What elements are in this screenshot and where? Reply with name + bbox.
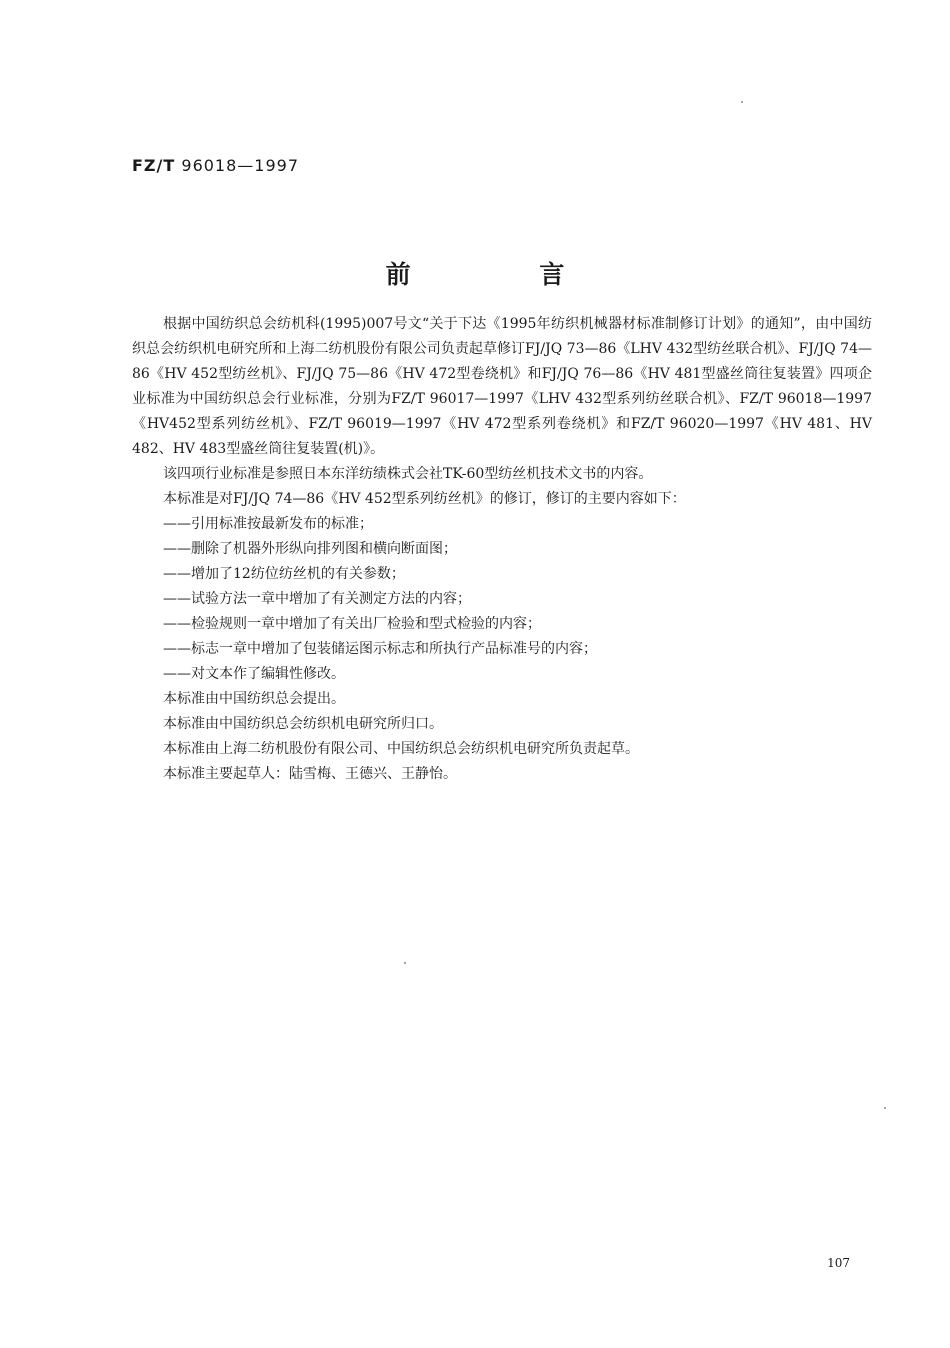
paragraph-drafters: 本标准主要起草人：陆雪梅、王德兴、王静怡。 <box>163 766 457 782</box>
standard-code <box>132 156 299 175</box>
revision-item: ——引用标准按最新发布的标准； <box>163 516 373 532</box>
revision-item: ——检验规则一章中增加了有关出厂检验和型式检验的内容； <box>163 616 541 632</box>
paragraph-revision-intro: 本标准是对FJ/JQ 74—86《HV 452型系列纺丝机》的修订，修订的主要内容如下： <box>163 491 686 507</box>
paragraph-proposer: 本标准由中国纺织总会提出。 <box>163 691 345 707</box>
revision-item: ——删除了机器外形纵向排列图和横向断面图； <box>163 541 457 557</box>
paragraph-reference: 该四项行业标准是参照日本东洋纺绩株式会社TK-60型纺丝机技术文书的内容。 <box>163 466 653 482</box>
page-number: 107 <box>827 1256 850 1270</box>
standard-code-prefix: FZ/T <box>132 156 176 175</box>
scan-speck <box>884 1107 886 1109</box>
page-title: 前 言 <box>385 260 625 289</box>
standard-code-number: 96018—1997 <box>181 156 300 175</box>
revision-item: ——增加了12纺位纺丝机的有关参数； <box>163 566 405 582</box>
paragraph-background: 根据中国纺织总会纺机科(1995)007号文“关于下达《1995年纺织机械器材标准制修订计划》的通知”，由中国纺织总会纺织机电研究所和上海二纺机股份有限公司负责起草修订FJ/JQ 73—86《LHV 432型纺丝联合机》、FJ/JQ 74—86《HV 452型纺丝机》、FJ/JQ 75—86《HV 472型卷绕机》和FJ/JQ 76—86《HV 481型盛丝筒往复装置》四项企业标准为中国纺织总会行业标准，分别为FZ/T 96017—1997《LHV 432型系列纺丝联合机》、FZ/T 96018—1997《HV452型系列纺丝机》、FZ/T 96019—1997《HV 472型系列卷绕机》和FZ/T 96020—1997《HV 481、HV 482、HV 483型盛丝筒往复装置(机)》。 <box>132 316 872 457</box>
foreword-body <box>132 312 872 787</box>
revision-item: ——试验方法一章中增加了有关测定方法的内容； <box>163 591 471 607</box>
scan-speck <box>404 962 406 964</box>
revision-item: ——标志一章中增加了包装储运图示标志和所执行产品标准号的内容； <box>163 641 597 657</box>
paragraph-drafting-units: 本标准由上海二纺机股份有限公司、中国纺织总会纺织机电研究所负责起草。 <box>163 741 639 757</box>
paragraph-centralized: 本标准由中国纺织总会纺织机电研究所归口。 <box>163 716 443 732</box>
scan-speck <box>741 101 743 103</box>
revision-item: ——对文本作了编辑性修改。 <box>163 666 345 682</box>
